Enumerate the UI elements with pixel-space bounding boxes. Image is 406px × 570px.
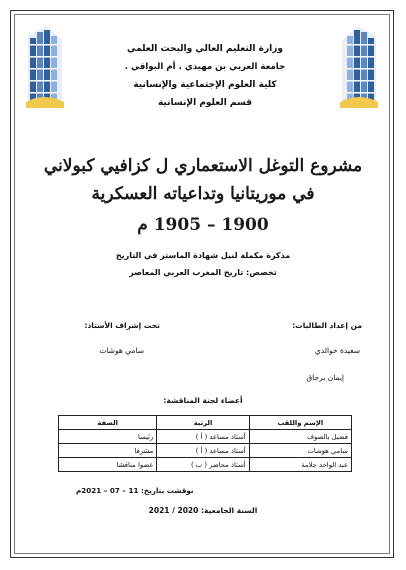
academic-year: السنة الجامعية: 2020 / 2021	[148, 506, 258, 515]
member-rank: أستاذ محاضر ( ب )	[157, 458, 249, 472]
header-role: الصفة	[59, 416, 157, 430]
supervisor-label: تحت إشراف الأستاذ:	[84, 321, 160, 330]
committee-table	[58, 415, 352, 472]
member-rank: أستاذ مساعد ( أ )	[157, 430, 249, 444]
university-logo-right	[338, 22, 380, 110]
header-rank: الرتبة	[157, 416, 249, 430]
thesis-title-years: 1900 – 1905 م	[137, 215, 269, 235]
university-logo-left	[24, 22, 66, 110]
thesis-title-line2: في موريتانيا وتداعياته العسكرية	[91, 184, 315, 204]
member-role: عضوا مناقشا	[59, 458, 157, 472]
member-role: مشرفا	[59, 444, 157, 458]
thesis-title-line1: مشروع التوغل الاستعماري ل كزافيي كبولاني	[43, 156, 363, 176]
member-name: عبد الواحد جلامة	[249, 458, 351, 472]
member-rank: أستاذ مساعد ( أ )	[157, 444, 249, 458]
supervisor-name: سامي هوشات	[99, 346, 144, 355]
discussion-date: نوقشت بتاريخ: 11 – 07 – 2021م	[76, 486, 194, 495]
member-name: فضيل بالصوف	[249, 430, 351, 444]
member-role: رئيسا	[59, 430, 157, 444]
member-name: سامي هوشات	[249, 444, 351, 458]
university-name: جامعة العربي بن مهيدي . أم البواقي .	[124, 62, 286, 72]
faculty-name: كلية العلوم الإجتماعية والإنسانية	[133, 80, 277, 90]
committee-label: أعضاء لجنة المناقشة:	[163, 396, 243, 405]
table-row	[59, 430, 352, 444]
committee-header-row	[59, 416, 352, 430]
student-name-2: إيمان برجاق	[306, 373, 344, 382]
department-name: قسم العلوم الإنسانية	[157, 98, 253, 108]
ministry-name: وزارة التعليم العالي والبحث العلمي	[126, 44, 284, 54]
table-row	[59, 444, 352, 458]
specialty: تخصص: تاريخ المغرب العربي المعاصر	[129, 268, 277, 277]
thesis-note: مذكرة مكملة لنيل شهادة الماستر في التاريخ	[115, 251, 291, 260]
student-name-1: سعيدة خوالدي	[314, 346, 360, 355]
students-label: من إعداد الطالبات:	[292, 321, 362, 330]
table-row	[59, 458, 352, 472]
institution-header	[80, 40, 330, 112]
thesis-title	[22, 152, 384, 240]
header-name: الإسم واللقب	[249, 416, 351, 430]
